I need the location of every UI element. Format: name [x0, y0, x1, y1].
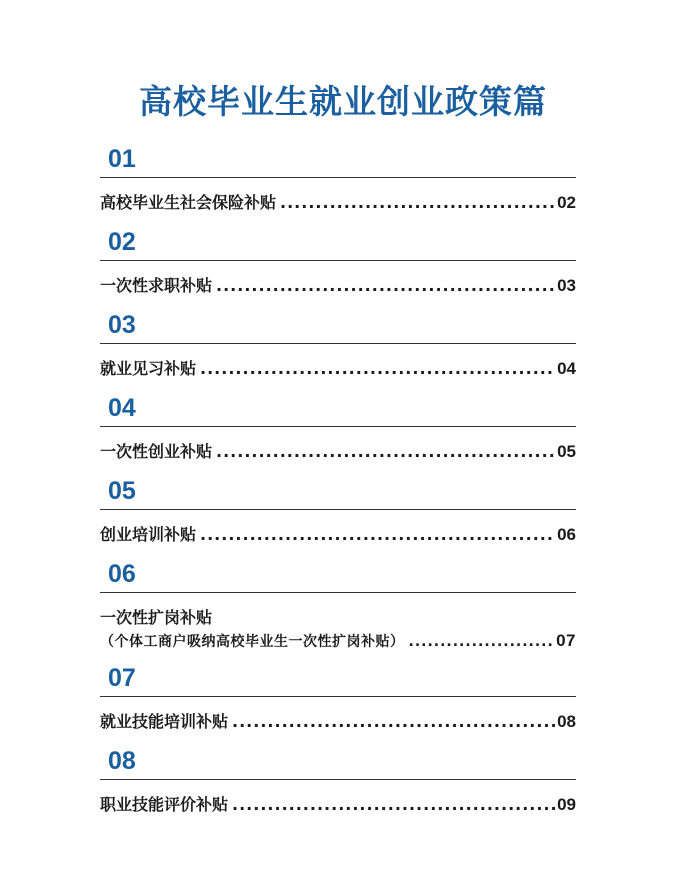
section-divider — [100, 426, 576, 427]
section-number: 07 — [108, 664, 136, 692]
section-divider — [100, 260, 576, 261]
section-number: 08 — [108, 747, 136, 775]
toc-section-03 — [100, 309, 576, 392]
toc-section-08 — [100, 745, 576, 828]
dot-leader — [200, 525, 555, 544]
section-divider — [100, 779, 576, 780]
entry-label: 一次性求职补贴 — [100, 276, 213, 295]
toc-section-04 — [100, 392, 576, 475]
toc-entry[interactable] — [100, 273, 576, 296]
toc-entry-heading[interactable] — [100, 605, 576, 628]
page-number: 06 — [557, 525, 576, 544]
toc-entry[interactable] — [100, 439, 576, 462]
page-number: 08 — [557, 712, 576, 731]
dot-leader — [409, 634, 555, 650]
section-divider — [100, 696, 576, 697]
toc-entry[interactable] — [100, 356, 576, 379]
entry-label: 创业培训补贴 — [100, 525, 197, 544]
toc-entry[interactable] — [100, 631, 576, 651]
section-number: 06 — [108, 560, 136, 588]
entry-sublabel: （个体工商户吸纳高校毕业生一次性扩岗补贴） — [100, 634, 405, 650]
section-divider — [100, 343, 576, 344]
entry-label: 职业技能评价补贴 — [100, 795, 229, 814]
entry-label: 一次性扩岗补贴 — [100, 608, 213, 627]
dot-leader — [200, 359, 555, 378]
toc-section-05 — [100, 475, 576, 558]
toc-entry[interactable] — [100, 190, 576, 213]
toc-entry[interactable] — [100, 709, 576, 732]
page-number: 04 — [557, 359, 576, 378]
dot-leader — [216, 276, 555, 295]
section-number: 02 — [108, 228, 136, 256]
page-number: 02 — [557, 193, 576, 212]
toc-entry[interactable] — [100, 522, 576, 545]
toc-entry[interactable] — [100, 792, 576, 815]
section-number: 04 — [108, 394, 136, 422]
entry-label: 一次性创业补贴 — [100, 442, 213, 461]
page-number: 07 — [556, 631, 576, 650]
section-number: 05 — [108, 477, 136, 505]
section-number: 01 — [108, 145, 136, 173]
toc-section-01 — [100, 143, 576, 226]
toc-section-07 — [100, 662, 576, 745]
entry-label: 高校毕业生社会保险补贴 — [100, 193, 277, 212]
page-title: 高校毕业生就业创业政策篇 — [139, 82, 547, 121]
dot-leader — [232, 712, 555, 731]
page-number: 03 — [557, 276, 576, 295]
entry-label: 就业技能培训补贴 — [100, 712, 229, 731]
toc-section-06 — [100, 558, 576, 662]
dot-leader — [216, 442, 555, 461]
toc-section-02 — [100, 226, 576, 309]
dot-leader — [280, 193, 555, 212]
entry-label: 就业见习补贴 — [100, 359, 197, 378]
dot-leader — [232, 795, 555, 814]
section-divider — [100, 509, 576, 510]
section-divider — [100, 177, 576, 178]
page-number: 09 — [557, 795, 576, 814]
section-number: 03 — [108, 311, 136, 339]
page-number: 05 — [557, 442, 576, 461]
section-divider — [100, 592, 576, 593]
table-of-contents — [100, 143, 576, 828]
